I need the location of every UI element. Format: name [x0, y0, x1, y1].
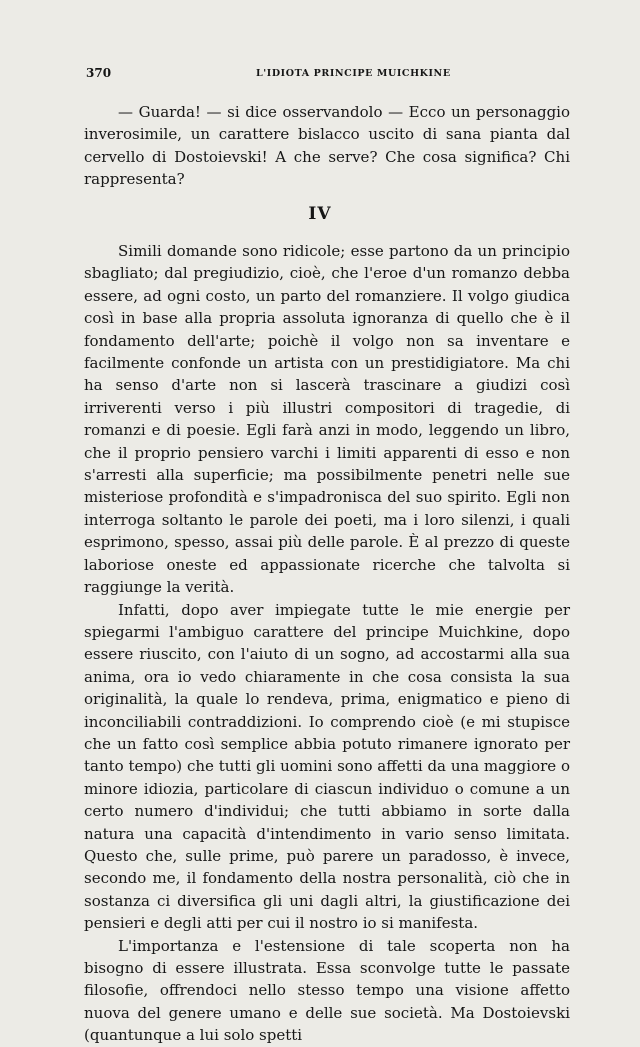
paragraph-2: Infatti, dopo aver impiegate tutte le mie energie per spiegarmi l'ambiguo carattere del principe Muichkine, dopo essere riuscito, con l'aiuto di un sogno, ad accostarmi alla sua anima, ora io vedo chiaramente in che cosa consista la sua originalità, la quale lo rendeva, prima, enigmatico e pieno di inconciliabili contraddizioni. Io comprendo cioè (e mi stupisce che un fatto così semplice abbia potuto rimanere ignorato per tanto tempo) che tutti gli uomini sono affetti da una maggiore o minore idiozia, particolare di ciascun individuo o comune a un certo numero d'individui; che tutti abbiamo in sorte dalla natura una capacità d'intendimento in vario senso limitata. Questo che, sulle prime, può parere un paradosso, è invece, secondo me, il fondamento della nostra personalità, ciò che in sostanza ci diversifica gli uni dagli altri, la giustificazione dei pensieri e degli atti per cui il nostro io si manifesta.	[84, 600, 570, 933]
page-header	[86, 66, 576, 86]
page-number: 370	[86, 66, 112, 80]
intro-text	[84, 101, 570, 191]
paragraph-1: Simili domande sono ridicole; esse partono da un principio sbagliato; dal pregiudizio, cioè, che l'eroe d'un romanzo debba essere, ad ogni costo, un parto del romanziere. Il volgo giudica così in base alla propria assoluta ignoranza di quello che è il fondamento dell'arte; poichè il volgo non sa inventare e facilmente confonde un artista con un prestidigiatore. Ma chi ha senso d'arte non si lascerà trascinare a giudizi così irriverenti verso i più illustri compositori di tragedie, di romanzi e di poesie. Egli farà anzi in modo, leggendo un libro, che il proprio pensiero varchi i limiti apparenti di esso e non s'arresti alla superficie; ma possibilmente penetri nelle sue misteriose profondità e s'impadronisca del suo spirito. Egli non interroga soltanto le parole dei poeti, ma i loro silenzi, i quali esprimono, spesso, assai più delle parole. È al prezzo di queste laboriose oneste ed appassionate ricerche che talvolta si raggiunge la verità.	[84, 242, 570, 597]
running-title: L'IDIOTA PRINCIPE MUICHKINE	[256, 68, 451, 79]
intro-paragraph: — Guarda! — si dice osservandolo — Ecco un personaggio inverosimile, un carattere bislacco uscito di sana pianta dal cervello di Dostoievski! A che serve? Che cosa significa? Chi rappresenta?	[84, 103, 570, 189]
paragraph-3: L'importanza e l'estensione di tale scoperta non ha bisogno di essere illustrata. Essa sconvolge tutte le passate filosofie, offrendoci nello stesso tempo una visione affetto nuova del genere umano e delle sue società. Ma Dostoievski (quantunque a lui solo spetti	[84, 936, 570, 1045]
chapter-heading: IV	[308, 204, 332, 224]
chapter-text	[84, 240, 570, 1047]
